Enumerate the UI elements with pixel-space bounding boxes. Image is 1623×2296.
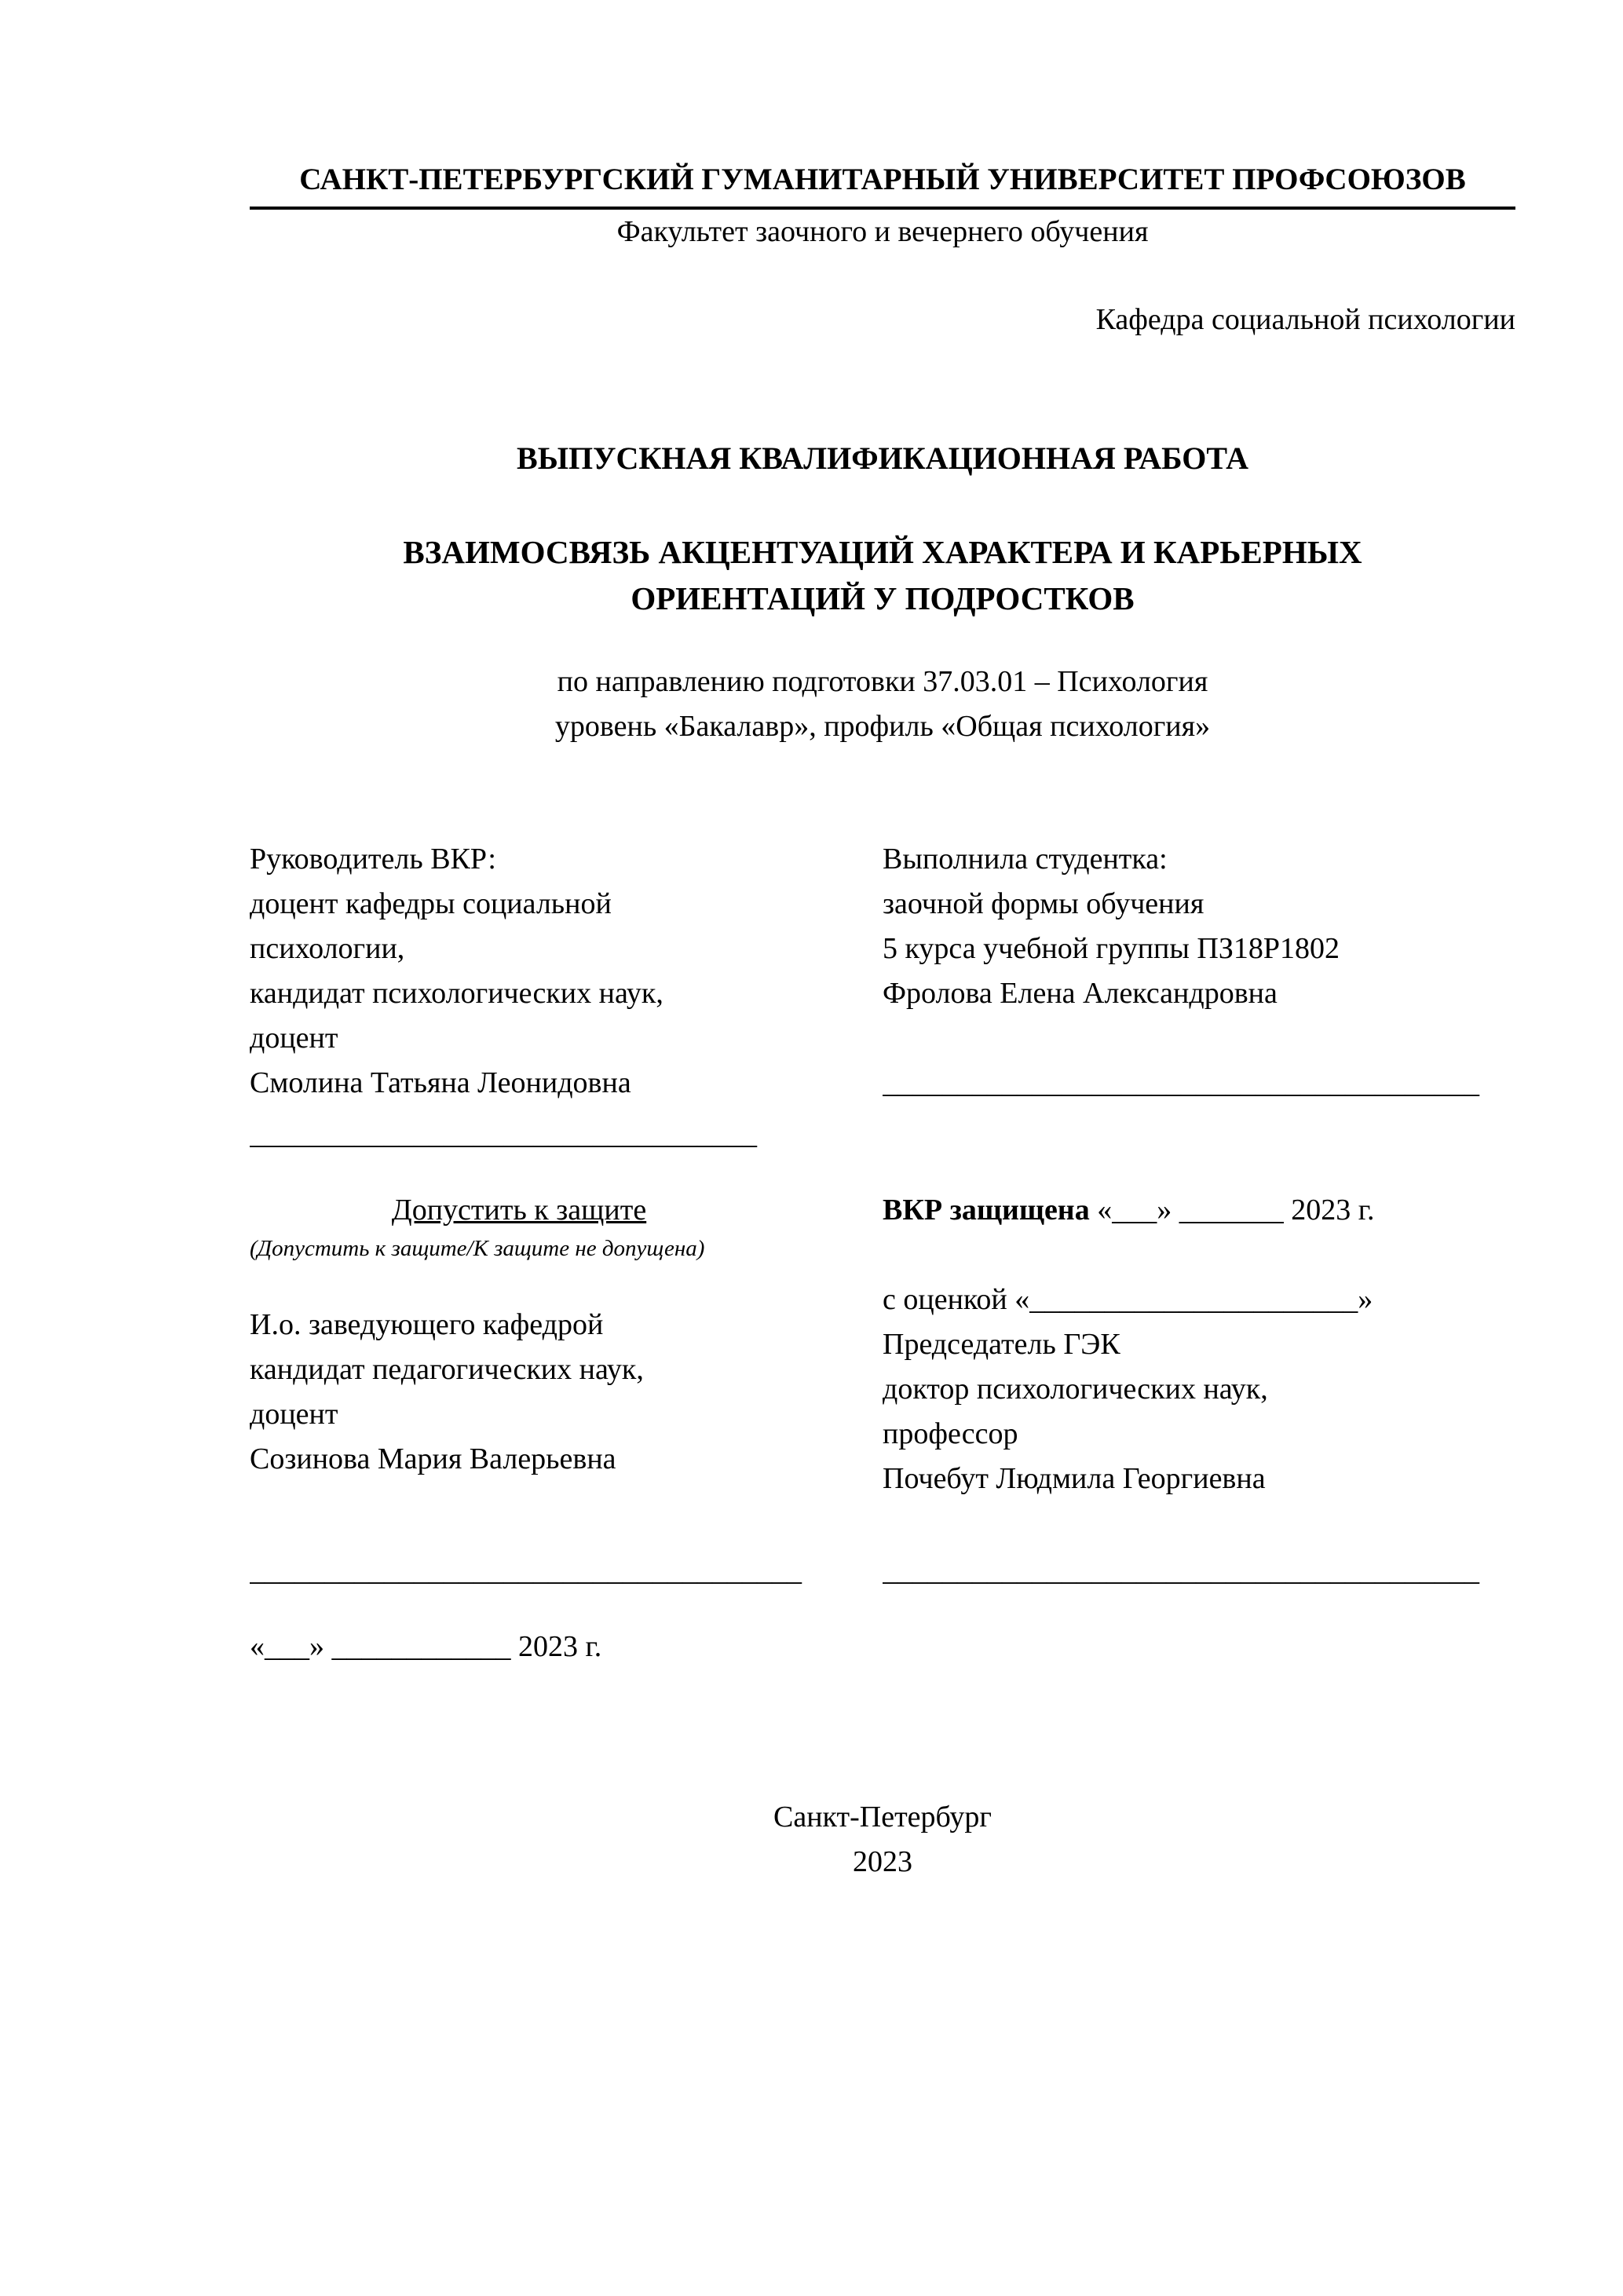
defense-status-rest: «___» _______ 2023 г. [1097, 1194, 1375, 1227]
chairman-name: Почебут Людмила Георгиевна [883, 1462, 1266, 1496]
admission-signature-line: _____________________________________ [250, 1553, 802, 1587]
supervisor-line: психологии, [250, 932, 405, 966]
program-level: уровень «Бакалавр», профиль «Общая психология» [554, 710, 1211, 744]
admission-block [250, 1188, 883, 1669]
defense-status-line [883, 1188, 1515, 1233]
supervisor-line: доцент кафедры социальной [250, 887, 612, 921]
admission-official-degree: кандидат педагогических наук, [250, 1352, 644, 1386]
chairman-rank: профессор [883, 1417, 1018, 1451]
faculty-name: Факультет заочного и вечернего обучения [616, 214, 1149, 248]
page-footer [250, 1795, 1515, 1885]
thesis-title-line2: ОРИЕНТАЦИЙ У ПОДРОСТКОВ [631, 579, 1135, 616]
defense-status-bold: ВКР защищена [883, 1194, 1090, 1227]
department-name: Кафедра социальной психологии [1095, 302, 1515, 336]
supervisor-line: кандидат психологических наук, [250, 977, 663, 1011]
admission-heading: Допустить к защите [391, 1194, 647, 1227]
defense-grade-line: с оценкой «______________________» [883, 1283, 1373, 1317]
student-block [883, 837, 1515, 1106]
admission-official-rank: доцент [250, 1397, 338, 1431]
chairman-signature-line: ________________________________________ [883, 1554, 1479, 1588]
defense-block [883, 1188, 1515, 1593]
supervisor-signature-line: __________________________________ [250, 1117, 757, 1151]
student-name: Фролова Елена Александровна [883, 977, 1278, 1011]
chairman-degree: доктор психологических наук, [883, 1373, 1268, 1406]
chairman-title: Председатель ГЭК [883, 1328, 1120, 1362]
thesis-title-line1: ВЗАИМОСВЯЗЬ АКЦЕНТУАЦИЙ ХАРАКТЕРА И КАРЬЕРНЫХ [403, 533, 1362, 570]
admission-date-line: «___» ____________ 2023 г. [250, 1629, 602, 1663]
signatories-row [250, 837, 1515, 1157]
supervisor-role-label: Руководитель ВКР: [250, 843, 496, 876]
supervisor-line: доцент [250, 1022, 338, 1055]
program-info [250, 660, 1515, 749]
approval-row [250, 1188, 1515, 1669]
admission-official-name: Созинова Мария Валерьевна [250, 1442, 616, 1475]
university-name: САНКТ-ПЕТЕРБУРГСКИЙ ГУМАНИТАРНЫЙ УНИВЕРСИТЕТ ПРОФСОЮЗОВ [250, 157, 1515, 210]
footer-city: Санкт-Петербург [773, 1800, 992, 1834]
admission-note: (Допустить к защите/К защите не допущена) [250, 1236, 705, 1262]
supervisor-block [250, 837, 883, 1157]
admission-official-title: И.о. заведующего кафедрой [250, 1307, 604, 1341]
admission-official [250, 1303, 883, 1482]
supervisor-name: Смолина Татьяна Леонидовна [250, 1066, 631, 1100]
student-group: 5 курса учебной группы ПЗ18Р1802 [883, 932, 1340, 966]
student-role-label: Выполнила студентка: [883, 843, 1168, 876]
student-line: заочной формы обучения [883, 887, 1204, 921]
work-type-heading: ВЫПУСКНАЯ КВАЛИФИКАЦИОННАЯ РАБОТА [517, 440, 1248, 476]
footer-year: 2023 [853, 1844, 912, 1878]
program-direction: по направлению подготовки 37.03.01 – Психология [557, 665, 1208, 699]
thesis-title [250, 529, 1515, 623]
student-signature-line: ________________________________________ [883, 1066, 1479, 1100]
